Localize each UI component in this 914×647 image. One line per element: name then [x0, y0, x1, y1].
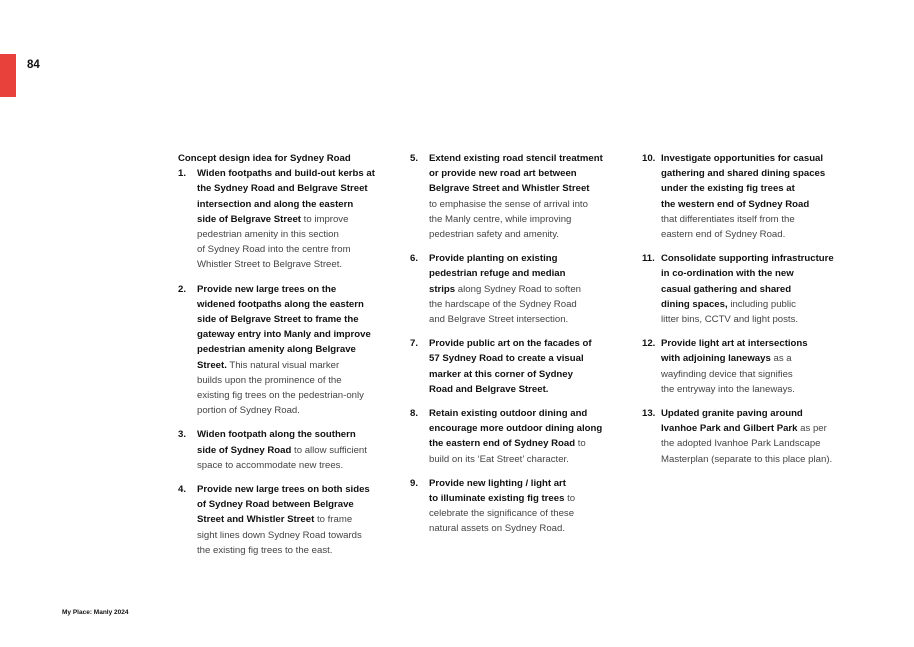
bold-text: marker at this corner of Sydney — [429, 368, 573, 380]
text-line — [197, 403, 388, 418]
bold-text: Widen footpath along the southern — [197, 429, 356, 441]
list-item-number: 2. — [178, 283, 187, 295]
text-line — [197, 257, 388, 272]
text-line — [661, 166, 857, 181]
bold-text: pedestrian amenity along Belgrave — [197, 344, 356, 356]
body-text: the existing fig trees to the east. — [197, 544, 333, 556]
bold-text: to illuminate existing fig trees — [429, 493, 565, 505]
body-text: litter bins, CCTV and light posts. — [661, 314, 799, 326]
body-text: as a — [770, 353, 792, 365]
body-text: to — [575, 438, 586, 450]
list-item-number: 13. — [642, 408, 656, 420]
text-line — [429, 421, 615, 436]
bold-text: Provide new large trees on both sides — [197, 484, 370, 496]
body-text: to — [564, 493, 576, 505]
text-line — [661, 227, 857, 242]
body-text: to frame — [314, 514, 353, 526]
footer-document-title: My Place: Manly 2024 — [62, 609, 129, 616]
text-line — [429, 336, 615, 351]
text-line — [661, 297, 857, 312]
body-text: sight lines down Sydney Road towards — [197, 529, 362, 541]
list-item — [410, 476, 615, 537]
bold-text: side of Belgrave Street to frame the — [197, 314, 359, 326]
body-text: of Sydney Road into the centre from — [197, 244, 351, 256]
text-line — [429, 227, 615, 242]
text-line — [429, 166, 615, 181]
text-line — [661, 367, 857, 382]
list-item — [410, 336, 615, 397]
body-text: builds upon the prominence of the — [197, 374, 342, 386]
text-line — [661, 251, 857, 266]
text-line — [197, 443, 388, 458]
list-item-number: 3. — [178, 429, 187, 441]
bold-text: Provide new large trees on the — [197, 283, 337, 295]
section-title: Concept design idea for Sydney Road — [178, 153, 351, 164]
bold-text: under the existing fig trees at — [661, 183, 795, 195]
concept-list-col3 — [642, 151, 857, 467]
list-item-number: 1. — [178, 168, 187, 180]
text-line — [661, 406, 857, 421]
bold-text: of Sydney Road between Belgrave — [197, 499, 354, 511]
text-line — [197, 512, 388, 527]
body-text: to improve — [300, 213, 349, 225]
body-text: the hardscape of the Sydney Road — [429, 298, 577, 310]
text-line — [661, 282, 857, 297]
bold-text: Investigate opportunities for casual — [661, 153, 824, 164]
body-text: and Belgrave Street intersection. — [429, 314, 569, 326]
text-line — [197, 358, 388, 373]
body-text: the entryway into the laneways. — [661, 383, 795, 395]
text-line — [429, 406, 615, 421]
list-item-number: 10. — [642, 153, 656, 164]
text-line — [429, 367, 615, 382]
text-line — [429, 297, 615, 312]
text-line — [661, 197, 857, 212]
text-line — [429, 266, 615, 281]
list-item-number: 7. — [410, 338, 419, 350]
body-text: the Manly centre, while improving — [429, 213, 572, 225]
list-item-number: 6. — [410, 253, 419, 265]
text-line — [197, 327, 388, 342]
text-line — [661, 452, 857, 467]
text-line — [197, 528, 388, 543]
bold-text: the eastern end of Sydney Road — [429, 438, 576, 450]
text-line — [661, 266, 857, 281]
text-line — [197, 181, 388, 196]
text-line — [197, 297, 388, 312]
bold-text: in co-ordination with the new — [661, 268, 794, 280]
text-line — [197, 497, 388, 512]
text-line — [197, 373, 388, 388]
text-line — [429, 436, 615, 451]
bold-text: Retain existing outdoor dining and — [429, 408, 588, 420]
text-line — [197, 227, 388, 242]
text-line — [429, 491, 615, 506]
concept-list-col2 — [410, 151, 615, 537]
text-line — [661, 436, 857, 451]
bold-text: the western end of Sydney Road — [661, 198, 810, 210]
text-line — [429, 382, 615, 397]
body-text: to emphasise the sense of arrival into — [429, 198, 588, 210]
body-text: to allow sufficient — [291, 444, 367, 456]
list-item — [642, 151, 857, 242]
list-item-number: 4. — [178, 484, 187, 496]
bold-text: Provide planting on existing — [429, 253, 558, 265]
bold-text: dining spaces, — [661, 298, 728, 310]
bold-text: Provide light art at intersections — [661, 338, 808, 350]
bold-text: pedestrian refuge and median — [429, 268, 566, 280]
text-line — [661, 212, 857, 227]
body-text: wayfinding device that signifies — [661, 368, 793, 380]
text-line — [197, 482, 388, 497]
body-text: the adopted Ivanhoe Park Landscape — [661, 438, 821, 450]
list-item — [410, 151, 615, 242]
text-line — [661, 312, 857, 327]
body-text: pedestrian amenity in this section — [197, 229, 339, 241]
text-line — [429, 151, 615, 166]
list-item-number: 11. — [642, 253, 655, 265]
text-line — [429, 521, 615, 536]
list-item — [178, 282, 388, 419]
body-text: This natural visual marker — [226, 359, 340, 371]
bold-text: strips — [429, 283, 456, 295]
list-item — [178, 482, 388, 558]
page-number: 84 — [27, 59, 40, 71]
text-line — [661, 421, 857, 436]
bold-text: Street and Whistler Street — [197, 514, 315, 526]
text-line — [197, 427, 388, 442]
text-line — [661, 351, 857, 366]
column-3 — [642, 151, 857, 476]
list-item — [410, 251, 615, 327]
text-line — [197, 166, 388, 181]
text-line — [661, 336, 857, 351]
bold-text: gateway entry into Manly and improve — [197, 329, 371, 341]
bold-text: Widen footpaths and build-out kerbs at — [197, 168, 375, 180]
text-line — [197, 388, 388, 403]
text-line — [197, 342, 388, 357]
text-line — [429, 212, 615, 227]
bold-text: Ivanhoe Park and Gilbert Park — [661, 423, 798, 435]
bold-text: casual gathering and shared — [661, 283, 792, 295]
text-line — [429, 506, 615, 521]
text-line — [429, 312, 615, 327]
bold-text: Updated granite paving around — [661, 408, 803, 420]
list-item-number: 12. — [642, 338, 656, 350]
bold-text: Belgrave Street and Whistler Street — [429, 183, 590, 195]
text-line — [429, 181, 615, 196]
bold-text: Road and Belgrave Street. — [429, 383, 549, 395]
column-2 — [410, 151, 615, 546]
text-line — [197, 282, 388, 297]
text-line — [197, 543, 388, 558]
bold-text: gathering and shared dining spaces — [661, 168, 826, 180]
body-text: pedestrian safety and amenity. — [429, 229, 559, 241]
red-page-tab — [0, 54, 16, 97]
bold-text: intersection and along the eastern — [197, 198, 354, 210]
text-line — [197, 212, 388, 227]
text-line — [197, 242, 388, 257]
bold-text: Street. — [197, 359, 227, 371]
body-text: space to accommodate new trees. — [197, 459, 344, 471]
list-item — [178, 166, 388, 272]
bold-text: Consolidate supporting infrastructure — [661, 253, 834, 265]
text-line — [661, 382, 857, 397]
body-text: Whistler Street to Belgrave Street. — [197, 259, 343, 271]
list-item-number: 5. — [410, 153, 419, 164]
text-line — [197, 458, 388, 473]
list-item — [410, 406, 615, 467]
bold-text: Provide new lighting / light art — [429, 477, 566, 489]
concept-list-col1 — [178, 166, 388, 558]
list-item — [642, 336, 857, 397]
body-text: including public — [727, 298, 796, 310]
body-text: that differentiates itself from the — [661, 213, 795, 225]
list-item — [642, 406, 857, 467]
column-1 — [178, 151, 388, 567]
text-line — [197, 197, 388, 212]
list-item-number: 9. — [410, 477, 419, 489]
text-line — [429, 476, 615, 491]
body-text: build on its ‘Eat Street’ character. — [429, 453, 569, 465]
bold-text: widened footpaths along the eastern — [197, 298, 364, 310]
body-text: along Sydney Road to soften — [455, 283, 582, 295]
body-text: as per — [797, 423, 827, 435]
body-text: existing fig trees on the pedestrian-only — [197, 390, 364, 402]
bold-text: side of Sydney Road — [197, 444, 292, 456]
bold-text: the Sydney Road and Belgrave Street — [197, 183, 368, 195]
bold-text: 57 Sydney Road to create a visual — [429, 353, 584, 365]
body-text: portion of Sydney Road. — [197, 405, 300, 417]
bold-text: or provide new road art between — [429, 168, 577, 180]
text-line — [197, 312, 388, 327]
body-text: Masterplan (separate to this place plan). — [661, 453, 833, 465]
text-line — [429, 452, 615, 467]
bold-text: encourage more outdoor dining along — [429, 423, 603, 435]
text-line — [661, 151, 857, 166]
body-text: celebrate the significance of these — [429, 508, 575, 520]
text-line — [429, 197, 615, 212]
text-line — [661, 181, 857, 196]
list-item-number: 8. — [410, 408, 419, 420]
body-text: natural assets on Sydney Road. — [429, 523, 565, 535]
list-item — [642, 251, 857, 327]
text-line — [429, 351, 615, 366]
bold-text: Extend existing road stencil treatment — [429, 153, 603, 164]
list-item — [178, 427, 388, 473]
text-line — [429, 251, 615, 266]
body-text: eastern end of Sydney Road. — [661, 229, 786, 241]
bold-text: with adjoining laneways — [661, 353, 771, 365]
bold-text: side of Belgrave Street — [197, 213, 301, 225]
bold-text: Provide public art on the facades of — [429, 338, 592, 350]
text-line — [429, 282, 615, 297]
